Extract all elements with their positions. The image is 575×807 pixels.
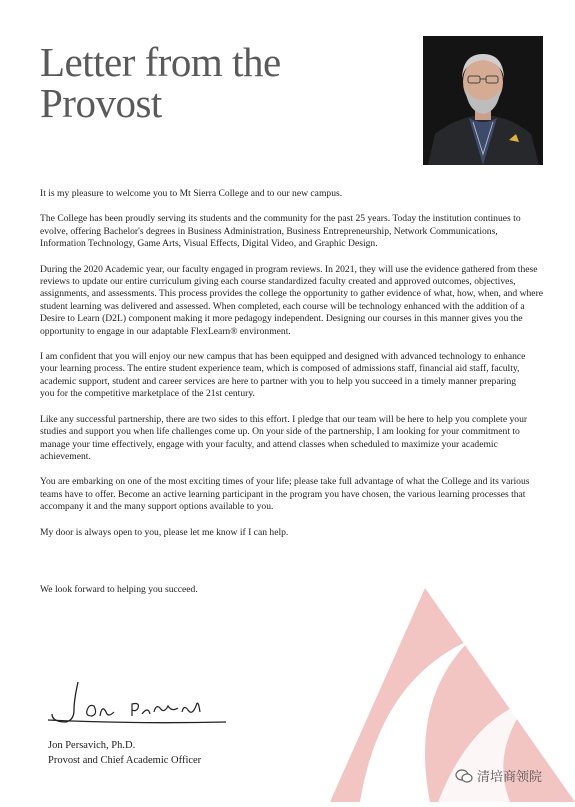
provost-photo: [423, 36, 543, 165]
wechat-icon: [455, 769, 473, 783]
title-line-2: Provost: [40, 80, 162, 126]
letter-title: [40, 39, 281, 126]
watermark-text: 清培商领院: [477, 770, 543, 785]
signer-name: Jon Persavich, Ph.D.: [48, 740, 136, 751]
paragraph-welcome: It is my pleasure to welcome you to Mt Sierra College and to our new campus.: [40, 188, 343, 199]
title-line-1: Letter from the: [40, 39, 281, 85]
wechat-watermark: [455, 766, 542, 785]
paragraph-partnership: Like any successful partnership, there are two sides to this effort. I pledge that our team will be here to help you complete your studies and support you when life challenges come up. On your side of the partnership, I am looking for your commitment to manage your time effectively, engage with your faculty, and attend classes when scheduled to maximize your academic achievement.: [40, 413, 528, 462]
paragraph-campus: I am confident that you will enjoy our new campus that has been equipped and designed with advanced technology to enhance your learning process. The entire student experience team, which is composed of admissions staff, financial aid staff, faculty, academic support, student and career services are here to partner with you to help you succeed in a timely manner preparing you for the competitive marketplace of the 21st century.: [40, 351, 526, 400]
paragraph-history: The College has been proudly serving its students and the community for the past 25 years. Today the institution continues to evolve, offering Bachelor's degrees in Business Administration, Business Entrepreneurship, Network Communications, Information Technology, Game Arts, Visual Effects, Digital Video, and Graphic Design.: [40, 213, 521, 250]
paragraph-opportunity: You are embarking on one of the most exciting times of your life; please take full advantage of what the College and its various teams have to offer. Become an active learning participant in the program you have chosen, the various learning processes that accompany it and the many support options available to you.: [40, 476, 530, 513]
paragraph-program-review: During the 2020 Academic year, our faculty engaged in program reviews. In 2021, they will use the evidence gathered from these reviews to update our entire curriculum giving each course standardized faculty created and approved outcomes, objectives, assignments, and assessments. This process provides the college the opportunity to gather evidence of what, how, when, and where student learning was delivered and assessed. When completed, each course will be technology enhanced with the addition of a Desire to Learn (D2L) component making it more pedagogy independent. Designing our courses in this manner gives you the opportunity to engage in our adaptable FlexLearn® environment.: [40, 263, 544, 337]
paragraph-open-door: My door is always open to you, please let me know if I can help.: [40, 526, 289, 538]
signature: [44, 676, 234, 732]
signer-block: [48, 738, 201, 768]
signer-title: Provost and Chief Academic Officer: [48, 755, 202, 766]
letter-closing: We look forward to helping you succeed.: [40, 584, 198, 595]
letter-body: [40, 188, 545, 552]
